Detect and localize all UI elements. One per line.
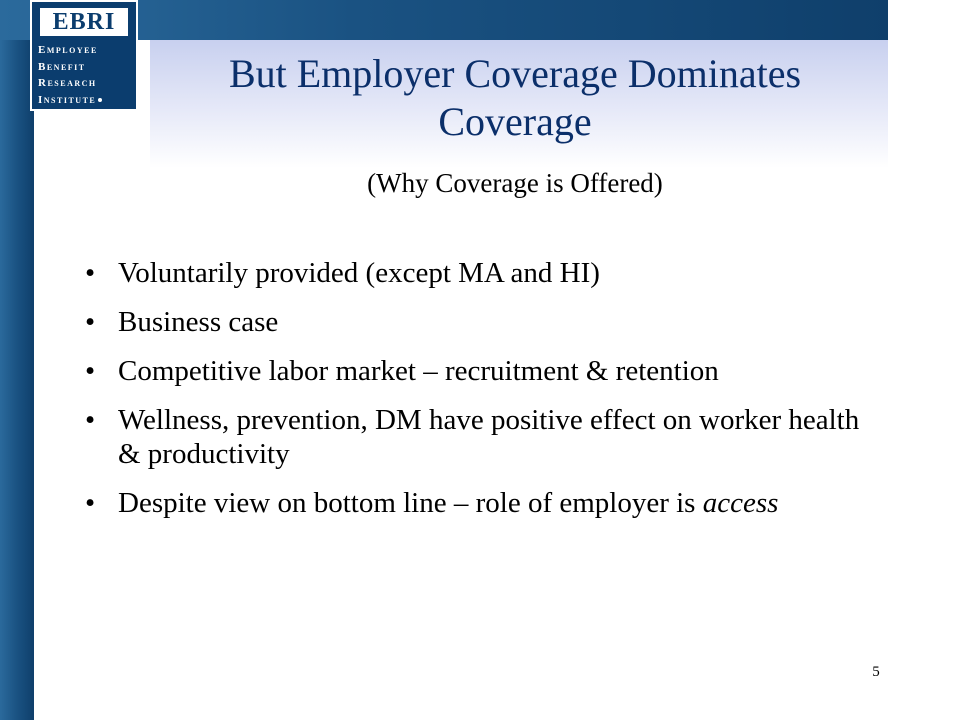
bullet-dot-icon: • <box>85 487 96 519</box>
logo-line-institute-text: Institute <box>38 93 97 106</box>
bullet-text: Wellness, prevention, DM have positive effect on worker health & productivity <box>118 404 860 470</box>
left-accent-bar <box>0 0 34 720</box>
bullet-dot-icon: • <box>85 306 96 338</box>
logo-line-research: Research <box>38 77 97 89</box>
slide-title: But Employer Coverage Dominates Coverage <box>228 51 802 144</box>
bullet-emphasis: access <box>702 487 779 519</box>
bullet-dot-icon: • <box>85 404 96 436</box>
logo-line-benefit: Benefit <box>38 60 86 73</box>
bullet-dot-icon: • <box>85 355 96 387</box>
bullet-item <box>78 305 878 339</box>
logo-line-institute <box>38 92 134 109</box>
bullet-text: Competitive labor market – recruitment & retention <box>118 355 719 387</box>
bullet-dot-icon: • <box>85 257 96 289</box>
logo-wordmark <box>38 42 134 108</box>
registered-dot-icon <box>98 98 102 102</box>
bullet-item <box>78 256 878 290</box>
slide-subtitle: (Why Coverage is Offered) <box>367 168 663 198</box>
bullet-text: Business case <box>118 306 279 338</box>
bullet-item <box>78 354 878 388</box>
bullet-item <box>78 403 878 471</box>
logo-line-employee: Employee <box>38 44 98 56</box>
page-number: 5 <box>872 664 880 680</box>
bullet-text: Despite view on bottom line – role of employer is <box>118 487 703 519</box>
bullet-text: Voluntarily provided (except MA and HI) <box>118 257 600 289</box>
logo-mark: EBRI <box>40 8 128 36</box>
bullet-item <box>78 486 878 520</box>
bullet-list <box>78 256 878 535</box>
ebri-logo <box>30 0 138 111</box>
